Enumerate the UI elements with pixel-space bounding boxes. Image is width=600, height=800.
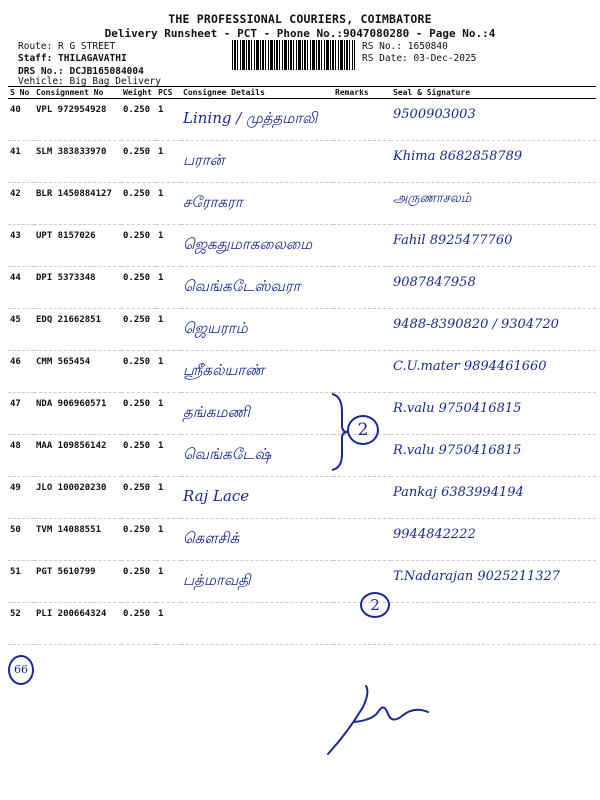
table-row (8, 225, 596, 267)
vehicle-label: Vehicle: Big Bag Delivery (18, 76, 161, 87)
table-row (8, 351, 596, 393)
table-row (8, 99, 596, 141)
row-signature: C.U.mater 9894461660 (393, 359, 547, 374)
row-signature: Fahil 8925477760 (393, 233, 513, 248)
row-sno-cell (8, 351, 34, 393)
page-mark-circle: 66 (8, 655, 34, 685)
row-pcs: 1 (158, 231, 164, 241)
supervisor-signature (318, 672, 468, 762)
row-weight: 0.250 (123, 609, 151, 619)
row-sno: 52 (10, 609, 21, 619)
row-pcs: 1 (158, 357, 164, 367)
row-weight: 0.250 (123, 105, 151, 115)
col-remarks: Remarks (333, 87, 391, 99)
col-signature: Seal & Signature (391, 87, 596, 99)
row-consignment-cell (34, 603, 121, 645)
row-consignment-cell (34, 183, 121, 225)
row-signature-cell (391, 183, 596, 225)
row-consignment-cell (34, 519, 121, 561)
row-sno: 48 (10, 441, 21, 451)
row-consignee (183, 603, 331, 613)
row-weight-cell (121, 519, 156, 561)
row-sno-cell (8, 477, 34, 519)
table-row (8, 309, 596, 351)
group-count-circle: 2 (347, 415, 379, 445)
row-signature: R.valu 9750416815 (393, 401, 522, 416)
row-consignment-cell (34, 561, 121, 603)
table-row (8, 477, 596, 519)
row-consignment-cell (34, 225, 121, 267)
row-signature-cell (391, 477, 596, 519)
row-remarks-cell (333, 183, 391, 225)
col-sno: S No (8, 87, 34, 99)
row-pcs: 1 (158, 105, 164, 115)
rs-date: RS Date: 03-Dec-2025 (362, 53, 477, 64)
row-pcs-cell (156, 519, 181, 561)
row-sno-cell (8, 603, 34, 645)
row-consignee-cell (181, 393, 333, 435)
row-sno: 47 (10, 399, 21, 409)
row-consignee-cell (181, 225, 333, 267)
row-signature-cell (391, 225, 596, 267)
row-consignee: Raj Lace (183, 487, 250, 505)
row-remarks-cell (333, 99, 391, 141)
row-consignment: BLR 1450884127 (36, 189, 112, 199)
row-sno: 43 (10, 231, 21, 241)
row-remarks-cell (333, 351, 391, 393)
row-signature: Pankaj 6383994194 (393, 485, 524, 500)
row-signature: R.valu 9750416815 (393, 443, 522, 458)
table-row (8, 435, 596, 477)
row-pcs-cell (156, 477, 181, 519)
row-signature: T.Nadarajan 9025211327 (393, 569, 561, 584)
row-weight-cell (121, 477, 156, 519)
row-consignment-cell (34, 435, 121, 477)
row-sno: 44 (10, 273, 21, 283)
table-row (8, 561, 596, 603)
row-weight-cell (121, 603, 156, 645)
row-weight-cell (121, 561, 156, 603)
drs-label: DRS No.: DCJB165084004 (18, 66, 144, 77)
row-consignee-cell (181, 99, 333, 141)
route-label: Route: R G STREET (18, 41, 116, 52)
row-pcs-cell (156, 99, 181, 141)
row-sno-cell (8, 561, 34, 603)
row-consignment-cell (34, 267, 121, 309)
row-sno: 45 (10, 315, 21, 325)
row-consignment-cell (34, 141, 121, 183)
row-weight: 0.250 (123, 357, 151, 367)
row-consignee: வெங்கடேஸ்வரா (183, 277, 301, 295)
row-weight-cell (121, 267, 156, 309)
row-sno-cell (8, 309, 34, 351)
row-signature-cell (391, 519, 596, 561)
row-signature (393, 603, 594, 611)
table-row (8, 267, 596, 309)
row-pcs-cell (156, 603, 181, 645)
row-sno-cell (8, 435, 34, 477)
row-sno-cell (8, 183, 34, 225)
row-pcs: 1 (158, 483, 164, 493)
row-pcs-cell (156, 141, 181, 183)
row-consignee: சரோகரா (183, 193, 243, 211)
row-consignment: PLI 200664324 (36, 609, 107, 619)
row-consignee: ஜெயராம் (183, 319, 248, 337)
row-weight: 0.250 (123, 231, 151, 241)
row-consignee-cell (181, 141, 333, 183)
row-signature-cell (391, 351, 596, 393)
staff-label: Staff: THILAGAVATHI (18, 53, 127, 64)
row-signature-cell (391, 393, 596, 435)
row-pcs: 1 (158, 273, 164, 283)
col-pcs: PCS (156, 87, 181, 99)
row-signature-cell (391, 141, 596, 183)
row-sno-cell (8, 519, 34, 561)
table-row (8, 393, 596, 435)
row-signature-cell (391, 603, 596, 645)
row-sno-cell (8, 141, 34, 183)
row-sno: 41 (10, 147, 21, 157)
col-consignment: Consignment No (34, 87, 121, 99)
row-signature-cell (391, 435, 596, 477)
row-sno: 46 (10, 357, 21, 367)
row-sno: 50 (10, 525, 21, 535)
row-consignment: UPT 8157026 (36, 231, 96, 241)
row-signature: 9500903003 (393, 107, 476, 122)
table-row (8, 603, 596, 645)
row-consignment: SLM 383833970 (36, 147, 107, 157)
row-pcs-cell (156, 435, 181, 477)
row-weight-cell (121, 393, 156, 435)
row-consignment: VPL 972954928 (36, 105, 107, 115)
row-consignee: கௌசிக் (183, 529, 240, 547)
row-sno-cell (8, 267, 34, 309)
row-sno: 40 (10, 105, 21, 115)
row-consignee-cell (181, 309, 333, 351)
row-pcs: 1 (158, 441, 164, 451)
row-pcs: 1 (158, 147, 164, 157)
barcode (232, 40, 355, 70)
row-pcs-cell (156, 267, 181, 309)
row-weight-cell (121, 435, 156, 477)
row-weight: 0.250 (123, 567, 151, 577)
row-consignee: ஜெகதுமாகலைமை (183, 235, 313, 253)
row-consignee-cell (181, 561, 333, 603)
row-sno-cell (8, 99, 34, 141)
row-consignee-cell (181, 477, 333, 519)
row-pcs-cell (156, 309, 181, 351)
table-row (8, 519, 596, 561)
row-weight: 0.250 (123, 525, 151, 535)
row-pcs: 1 (158, 399, 164, 409)
row-consignee-cell (181, 183, 333, 225)
table-row (8, 183, 596, 225)
row-consignee: Lining / முத்தமாலி (183, 109, 318, 127)
row-consignment-cell (34, 351, 121, 393)
row-sno: 51 (10, 567, 21, 577)
row-consignee: வெங்கடேஷ் (183, 445, 272, 463)
row-signature: அருணாசலம் (393, 191, 472, 206)
row-weight-cell (121, 141, 156, 183)
runsheet-subtitle: Delivery Runsheet - PCT - Phone No.:9047080280 - Page No.:4 (104, 27, 496, 40)
row-pcs: 1 (158, 525, 164, 535)
row-consignee-cell (181, 435, 333, 477)
row-signature-cell (391, 309, 596, 351)
row-pcs-cell (156, 393, 181, 435)
row-weight-cell (121, 99, 156, 141)
row-sno: 42 (10, 189, 21, 199)
row-consignment: DPI 5373348 (36, 273, 96, 283)
row-weight: 0.250 (123, 483, 151, 493)
runsheet-table (8, 86, 596, 645)
row-pcs-cell (156, 225, 181, 267)
row-weight: 0.250 (123, 147, 151, 157)
row-signature-cell (391, 561, 596, 603)
row-consignment-cell (34, 309, 121, 351)
row-consignee-cell (181, 519, 333, 561)
row-consignee: ஸ்ரீகல்யாண் (183, 361, 265, 379)
row-consignee: பத்மாவதி (183, 571, 251, 589)
row-remarks-cell (333, 519, 391, 561)
row-consignment-cell (34, 477, 121, 519)
row-signature-cell (391, 99, 596, 141)
row-consignment: PGT 5610799 (36, 567, 96, 577)
row-signature: 9488-8390820 / 9304720 (393, 317, 559, 332)
row-consignment: MAA 109856142 (36, 441, 107, 451)
rs-number: RS No.: 1650840 (362, 41, 448, 52)
row-signature: 9087847958 (393, 275, 476, 290)
row-weight: 0.250 (123, 315, 151, 325)
row-consignment: NDA 906960571 (36, 399, 107, 409)
row-pcs-cell (156, 351, 181, 393)
row-weight-cell (121, 351, 156, 393)
row-sno-cell (8, 393, 34, 435)
row-consignee: பரான் (183, 151, 225, 169)
row-weight-cell (121, 183, 156, 225)
row-remarks-cell (333, 309, 391, 351)
row-remarks-cell (333, 267, 391, 309)
row-weight-cell (121, 225, 156, 267)
row-consignee: தங்கமணி (183, 403, 250, 421)
row-consignment: TVM 14088551 (36, 525, 102, 535)
row-signature-cell (391, 267, 596, 309)
row-consignee-cell (181, 267, 333, 309)
company-title: THE PROFESSIONAL COURIERS, COIMBATORE (168, 12, 432, 26)
row-consignment: JLO 100020230 (36, 483, 107, 493)
table-row (8, 141, 596, 183)
row-pcs-cell (156, 561, 181, 603)
row-consignment: EDQ 21662851 (36, 315, 102, 325)
row-weight: 0.250 (123, 273, 151, 283)
row-sno: 49 (10, 483, 21, 493)
row-weight-cell (121, 309, 156, 351)
row-consignee-cell (181, 603, 333, 645)
row-pcs: 1 (158, 609, 164, 619)
row-pcs: 1 (158, 567, 164, 577)
row-remarks-cell (333, 225, 391, 267)
row-pcs-cell (156, 183, 181, 225)
row-pcs: 1 (158, 315, 164, 325)
row-consignment-cell (34, 99, 121, 141)
row-signature: 9944842222 (393, 527, 476, 542)
row-consignment-cell (34, 393, 121, 435)
row-weight: 0.250 (123, 441, 151, 451)
row-weight: 0.250 (123, 399, 151, 409)
row-signature: Khima 8682858789 (393, 149, 523, 164)
col-consignee: Consignee Details (181, 87, 333, 99)
row-pcs: 1 (158, 189, 164, 199)
row-consignee-cell (181, 351, 333, 393)
row-consignment: CMM 565454 (36, 357, 91, 367)
group-count-circle-2: 2 (360, 592, 390, 618)
row-remarks-cell (333, 477, 391, 519)
table-header-row (8, 87, 596, 99)
col-weight: Weight (121, 87, 156, 99)
row-weight: 0.250 (123, 189, 151, 199)
row-remarks-cell (333, 141, 391, 183)
row-sno-cell (8, 225, 34, 267)
